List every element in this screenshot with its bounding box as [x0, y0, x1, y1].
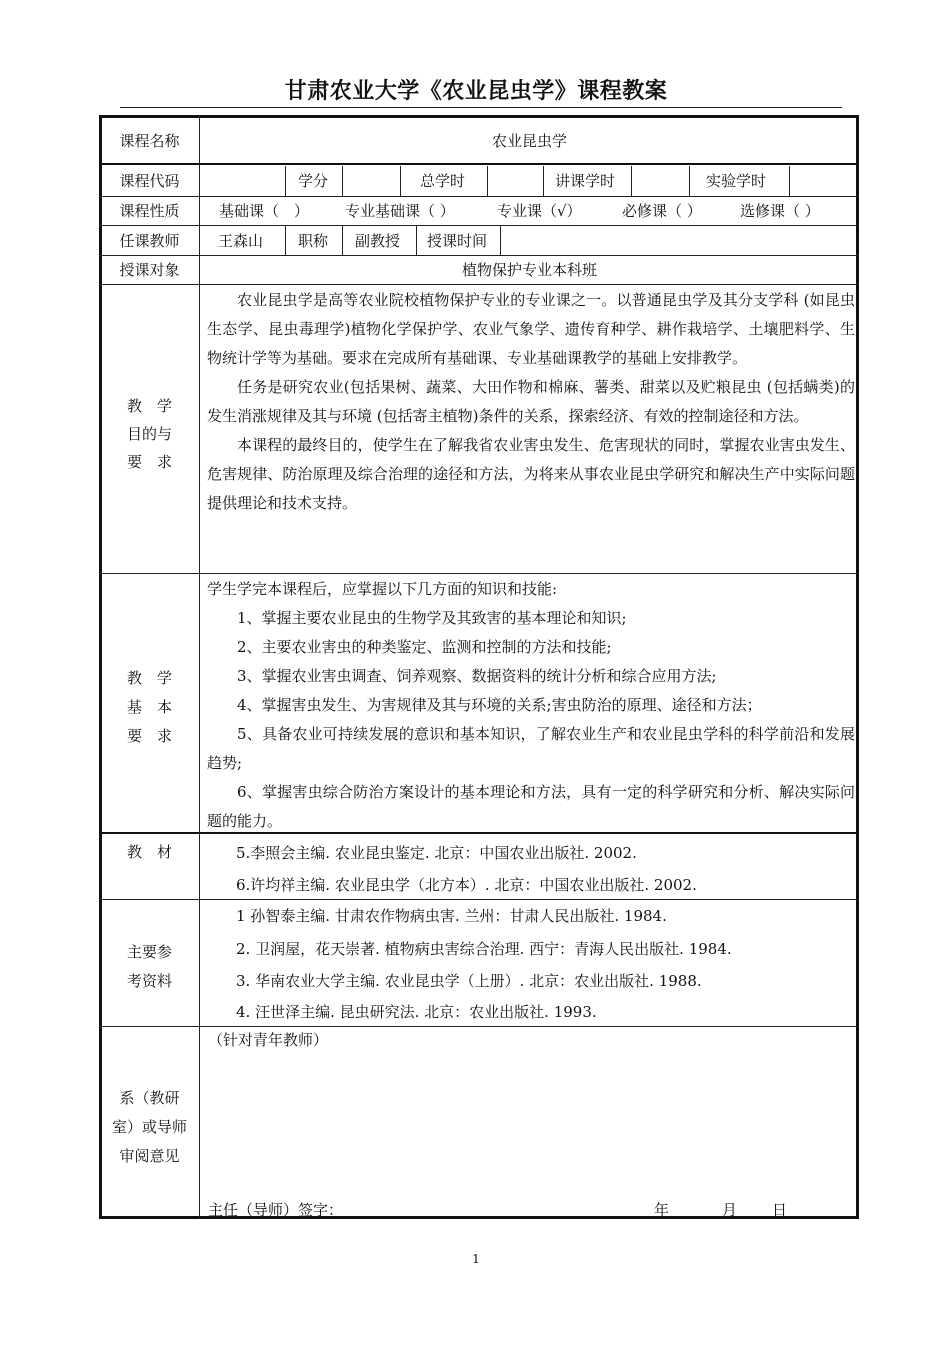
requirements-text [207, 575, 855, 836]
lecture-hours-label: 讲课学时 [555, 172, 616, 190]
date-month-label: 月 [722, 1201, 738, 1219]
option-basic-course: 基础课（ ） [219, 202, 310, 220]
lab-hours-label: 实验学时 [706, 172, 767, 190]
requirement-item: 6、掌握害虫综合防治方案设计的基本理论和方法，具有一定的科学研究和分析、解决实际问题的能力。 [207, 783, 855, 830]
reference-item: 3. 华南农业大学主编. 农业昆虫学（上册）. 北京：农业出版社. 1988. [236, 972, 702, 990]
textbook-item: 5.李照会主编. 农业昆虫鉴定. 北京：中国农业出版社. 2002. [236, 844, 637, 862]
course-nature-label: 课程性质 [119, 202, 180, 220]
audience-value: 植物保护专业本科班 [461, 261, 597, 279]
objectives-label: 教 学 目的与 要 求 [126, 397, 172, 471]
row-divider [99, 899, 859, 900]
title-label: 职称 [298, 232, 329, 250]
reference-item: 4. 汪世泽主编. 昆虫研究法. 北京：农业出版社. 1993. [236, 1003, 597, 1021]
objectives-paragraph: 农业昆虫学是高等农业院校植物保护专业的专业课之一。以普通昆虫学及其分支学科 (如昆虫生态学、昆虫毒理学)植物化学保护学、农业气象学、遗传育种学、耕作栽培学、土壤肥料学、生物统计学等为基础。要求在完成所有基础课、专业基础课教学的基础上安排教学。 [207, 291, 855, 367]
row-divider [99, 284, 859, 285]
review-label: 系（教研 室）或导师 审阅意见 [111, 1089, 187, 1165]
option-professional-course: 专业课（√） [497, 202, 582, 220]
cell-divider [342, 225, 343, 255]
cell-divider [285, 225, 286, 255]
review-note: （针对青年教师） [208, 1031, 329, 1049]
course-name-label: 课程名称 [119, 132, 180, 150]
objectives-paragraph: 本课程的最终目的，使学生在了解我省农业害虫发生、危害现状的同时，掌握农业害虫发生、危害规律、防治原理及综合治理的途径和方法，为将来从事农业昆虫学研究和解决生产中实际问题提供理论和技术支持。 [207, 436, 855, 512]
row-divider [99, 573, 859, 574]
option-professional-basic-course: 专业基础课（ ） [345, 202, 455, 220]
row-divider [99, 163, 859, 165]
cell-divider [416, 225, 417, 255]
row-divider [99, 225, 859, 226]
teacher-name: 王森山 [218, 232, 264, 250]
requirement-item: 2、主要农业害虫的种类鉴定、监测和控制的方法和技能; [237, 638, 612, 656]
references-label: 主要参 考资料 [126, 943, 172, 990]
objectives-paragraph: 任务是研究农业(包括果树、蔬菜、大田作物和棉麻、薯类、甜菜以及贮粮昆虫 (包括螨类)的发生消涨规律及其与环境 (包括寄主植物)条件的关系，探索经济、有效的控制途径和方法。 [207, 378, 855, 425]
textbook-item: 6.许均祥主编. 农业昆虫学（北方本）. 北京：中国农业出版社. 2002. [236, 876, 697, 894]
row-divider [99, 255, 859, 256]
date-day-label: 日 [772, 1201, 788, 1219]
requirements-intro: 学生学完本课程后，应掌握以下几方面的知识和技能: [207, 580, 558, 598]
cell-divider [487, 166, 488, 196]
reference-item: 2. 卫润屋，花天崇著. 植物病虫害综合治理. 西宁：青海人民出版社. 1984. [236, 940, 732, 958]
textbooks-label: 教 材 [126, 843, 172, 861]
page-title: 甘肃农业大学《农业昆虫学》课程教案 [284, 79, 668, 104]
reference-item: 1 孙智泰主编. 甘肃农作物病虫害. 兰州：甘肃人民出版社. 1984. [236, 907, 667, 925]
requirement-item: 4、掌握害虫发生、为害规律及其与环境的关系;害虫防治的原理、途径和方法； [237, 696, 762, 714]
cell-divider [500, 225, 501, 255]
cell-divider [285, 166, 286, 196]
requirements-label: 教 学 基 本 要 求 [126, 669, 172, 745]
cell-divider [342, 166, 343, 196]
title-underline [120, 107, 842, 108]
total-hours-label: 总学时 [420, 172, 466, 190]
course-code-label: 课程代码 [119, 172, 180, 190]
requirement-item: 5、具备农业可持续发展的意识和基本知识，了解农业生产和农业昆虫学科的科学前沿和发展趋势; [207, 725, 855, 772]
cell-divider [400, 166, 401, 196]
signature-label: 主任（导师）签字： [208, 1201, 344, 1219]
objectives-text [207, 286, 855, 518]
option-compulsory-course: 必修课（ ） [622, 202, 702, 220]
cell-divider [543, 166, 544, 196]
audience-label: 授课对象 [119, 261, 180, 279]
date-year-label: 年 [654, 1201, 670, 1219]
row-divider [99, 196, 859, 197]
cell-divider [789, 166, 790, 196]
cell-divider [631, 166, 632, 196]
row-divider [99, 1026, 859, 1027]
teaching-time-label: 授课时间 [427, 232, 488, 250]
option-elective-course: 选修课（ ） [740, 202, 820, 220]
requirement-item: 3、掌握农业害虫调查、饲养观察、数据资料的统计分析和综合应用方法; [237, 667, 717, 685]
course-name-value: 农业昆虫学 [491, 132, 567, 150]
teacher-label: 任课教师 [119, 232, 180, 250]
page-number: 1 [472, 1252, 480, 1266]
title-value: 副教授 [355, 232, 401, 250]
cell-divider [689, 166, 690, 196]
credit-label: 学分 [298, 172, 329, 190]
requirement-item: 1、掌握主要农业昆虫的生物学及其致害的基本理论和知识; [237, 609, 627, 627]
